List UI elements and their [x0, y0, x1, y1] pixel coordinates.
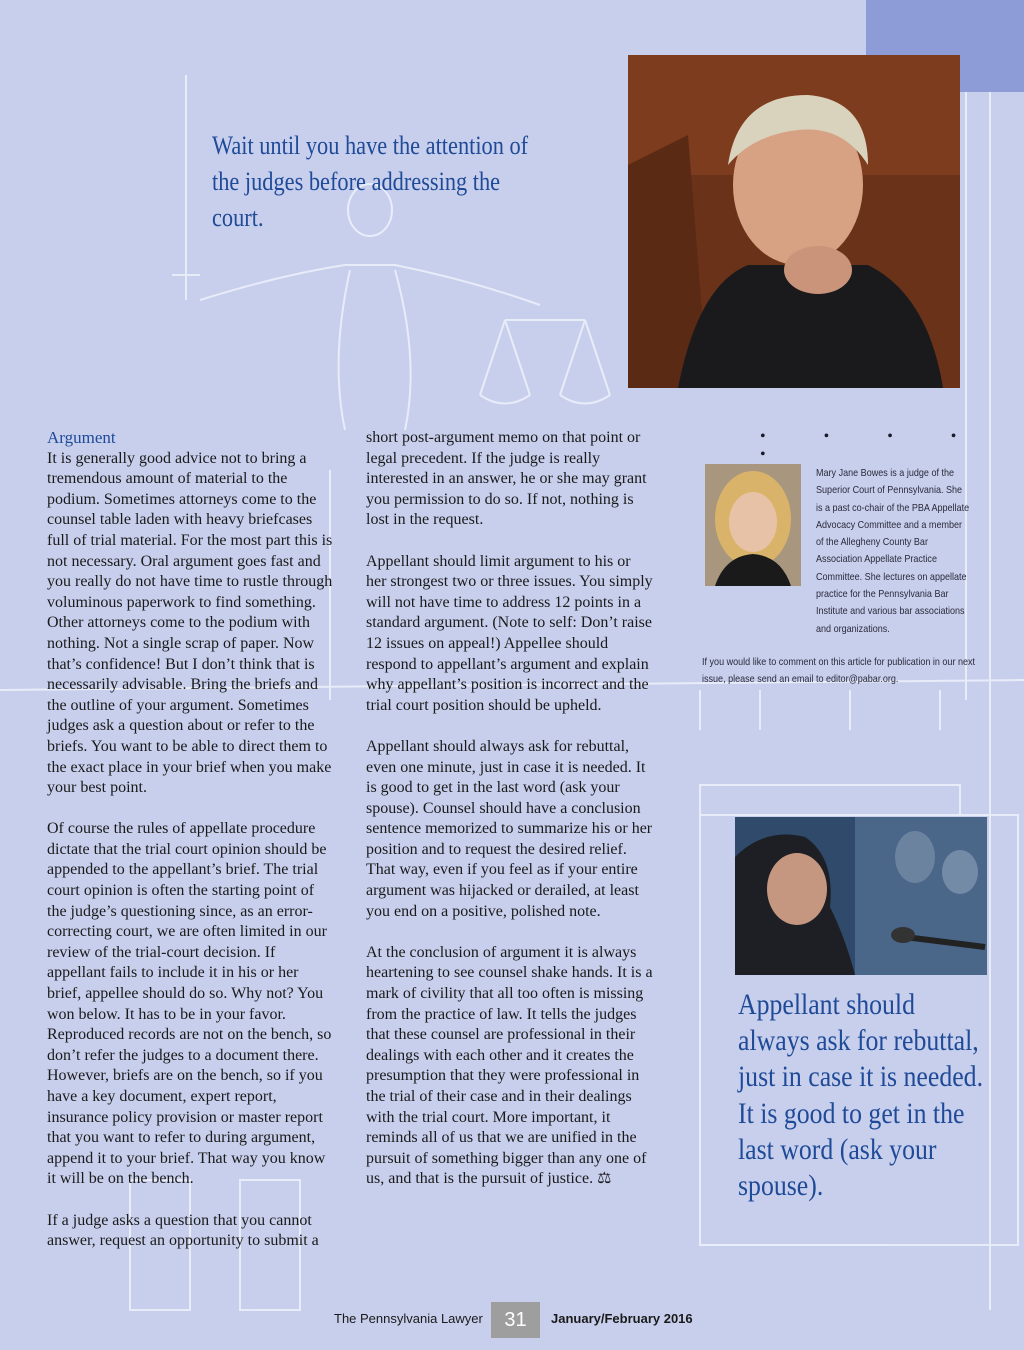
paragraph: Appellant should always ask for rebuttal, even one minute, just in case it is needed. It is good to get in the last word (ask your spouse). Counsel should have a conclusion sentence memorized to summarize his or her position and to request the desired relief. That way, even if you feel as if your entire argument was hijacked or derailed, at least you end on a positive, polished note.	[366, 737, 653, 920]
page-number-badge: 31	[491, 1302, 540, 1338]
judge-portrait-photo	[628, 55, 960, 388]
courtroom-speaker-photo	[735, 817, 987, 975]
author-headshot-photo	[705, 464, 801, 586]
magazine-name: The Pennsylvania Lawyer	[334, 1311, 483, 1326]
section-heading-argument: Argument	[47, 428, 116, 447]
paragraph: If a judge asks a question that you cannot answer, request an opportunity to submit a	[47, 1211, 319, 1250]
page-footer	[0, 1302, 1024, 1338]
author-bio: Mary Jane Bowes is a judge of the Superior Court of Pennsylvania. She is a past co-chair of the PBA Appellate Advocacy Committee and a member of the Allegheny County Bar Association Appellate Practice Committee. She lectures on appellate practice for the Pennsylvania Bar Institute and various bar associations and organizations.	[816, 467, 970, 635]
paragraph: At the conclusion of argument it is always heartening to see counsel shake hands. It is a mark of civility that all too often is missing from the practice of law. It tells the judges that these counsel are professional in their dealings with each other and it creates the presumption that they were professional in the trial of their case and in their dealings with the trial court. More important, it reminds all of us that we are unified in the pursuit of something bigger than any one of us, and that is the pursuit of justice. ⚖	[366, 943, 653, 1188]
paragraph: short post-argument memo on that point or legal precedent. If the judge is really interested in an answer, he or she may grant you permission to do so. If not, nothing is lost in the request.	[366, 429, 647, 529]
article-column-1	[47, 428, 335, 1272]
pull-quote-top: Wait until you have the attention of the judges before addressing the court.	[212, 131, 529, 232]
paragraph: Of course the rules of appellate procedure dictate that the trial court opinion should be appended to the appellant’s brief. The trial court opinion is often the starting point of the judge’s questioning since, as an error-correcting court, we are often limited in our review of the trial-court decision. If appellant fails to include it in his or her brief, appellee should do so. Why not? You won below. It has to be in your favor. Reproduced records are not on the bench, so don’t refer the judges to a document there. However, briefs are on the bench, so if you have a key document, expert report, insurance policy provision or master report that you want to refer to during argument, append it to your brief. That way you know it will be on the bench.	[47, 820, 332, 1188]
issue-date: January/February 2016	[551, 1311, 693, 1326]
paragraph: It is generally good advice not to bring a tremendous amount of material to the podium. Sometimes attorneys come to the counsel table laden with heavy briefcases full of trial material. For the most part this is not necessary. Oral argument goes fast and you really do not have time to rustle through voluminous paperwork to find something. Other attorneys come to the podium with nothing. Not a single scrap of paper. Now that’s confidence! But I don’t think that is necessarily advisable. Bring the briefs and the outline of your argument. Sometimes judges ask a question about or refer to the briefs. You want to be able to direct them to the exact place in your brief when you make your best point.	[47, 449, 333, 797]
separator-dots: • • • • •	[760, 428, 984, 463]
paragraph: Appellant should limit argument to his or her strongest two or three issues. You simply will not have time to address 12 points in a standard argument. (Note to self: Don’t raise 12 issues on appeal!) Appellee should respond to appellant’s argument and explain why appellant’s position is incorrect and the trial court position should be upheld.	[366, 552, 653, 714]
pull-quote-bottom: Appellant should always ask for rebuttal, just in case it is needed. It is good to get in the last word (ask your spouse).	[738, 988, 984, 1203]
article-column-2	[366, 428, 654, 1211]
comment-note: If you would like to comment on this article for publication in our next issue, please send an email to editor@pabar.org.	[702, 656, 976, 685]
